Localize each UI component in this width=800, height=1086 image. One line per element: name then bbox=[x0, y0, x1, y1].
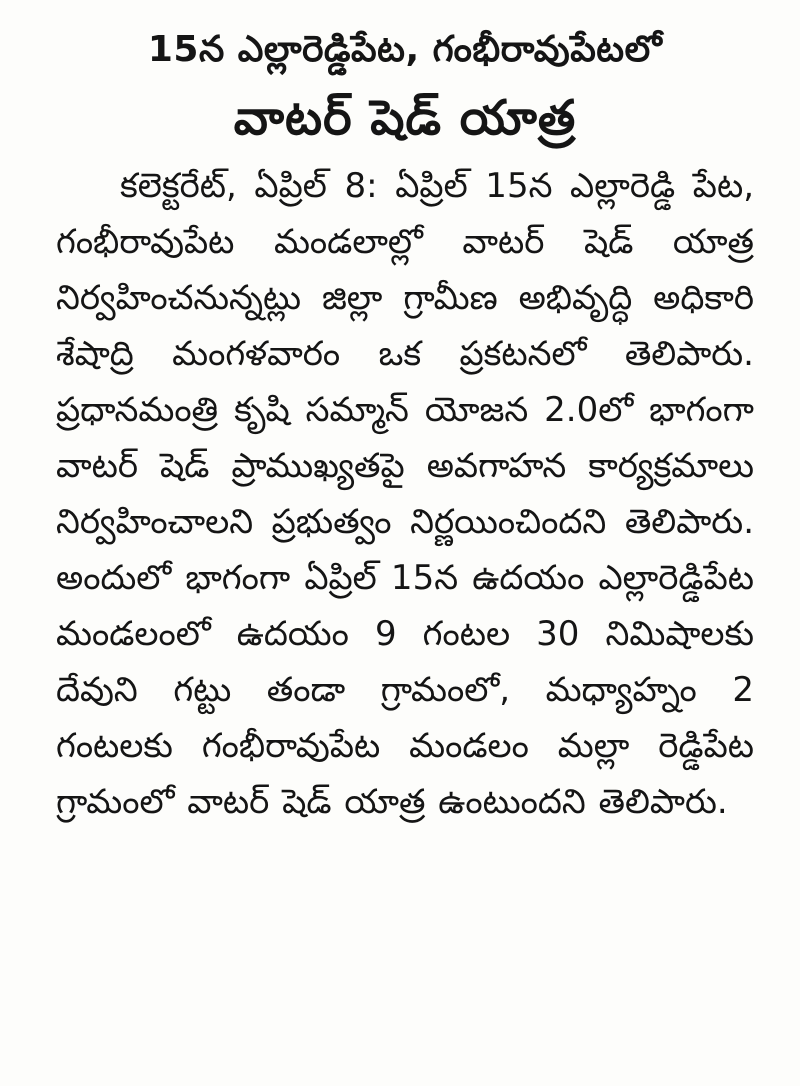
dateline: కలెక్టరేట్, ఏప్రిల్ 8: bbox=[120, 166, 378, 206]
sub-headline: 15న ఎల్లారెడ్డిపేట, గంభీరావుపేటలో bbox=[147, 29, 663, 70]
article-body-text: ఏప్రిల్ 15న ఎల్లారెడ్డి పేట, గంభీరావుపేట మండలాల్లో వాటర్ షెడ్ యాత్ర నిర్వహించనున్నట్లు జిల్లా గ్రామీణ అభివృద్ధి అధికారి శేషాద్రి మంగళవారం ఒక ప్రకటనలో తెలిపారు. ప్రధానమంత్రి కృషి సమ్మాన్ యోజన 2.0లో భాగంగా వాటర్ షెడ్ ప్రాముఖ్యతపై అవగాహన కార్యక్రమాలు నిర్వహించాలని ప్రభుత్వం నిర్ణయించిందని తెలిపారు. అందులో భాగంగా ఏప్రిల్ 15న ఉదయం ఎల్లారెడ్డిపేట మండలంలో ఉదయం 9 గంటల 30 నిమిషాలకు దేవుని గట్టు తండా గ్రామంలో, మధ్యాహ్నం 2 గంటలకు గంభీరావుపేట మండలం మల్లా రెడ్డిపేట గ్రామంలో వాటర్ షెడ్ యాత్ర ఉంటుందని తెలిపారు. bbox=[56, 166, 754, 822]
headline: వాటర్ షెడ్ యాత్ర bbox=[233, 90, 577, 146]
article-body bbox=[56, 158, 754, 830]
